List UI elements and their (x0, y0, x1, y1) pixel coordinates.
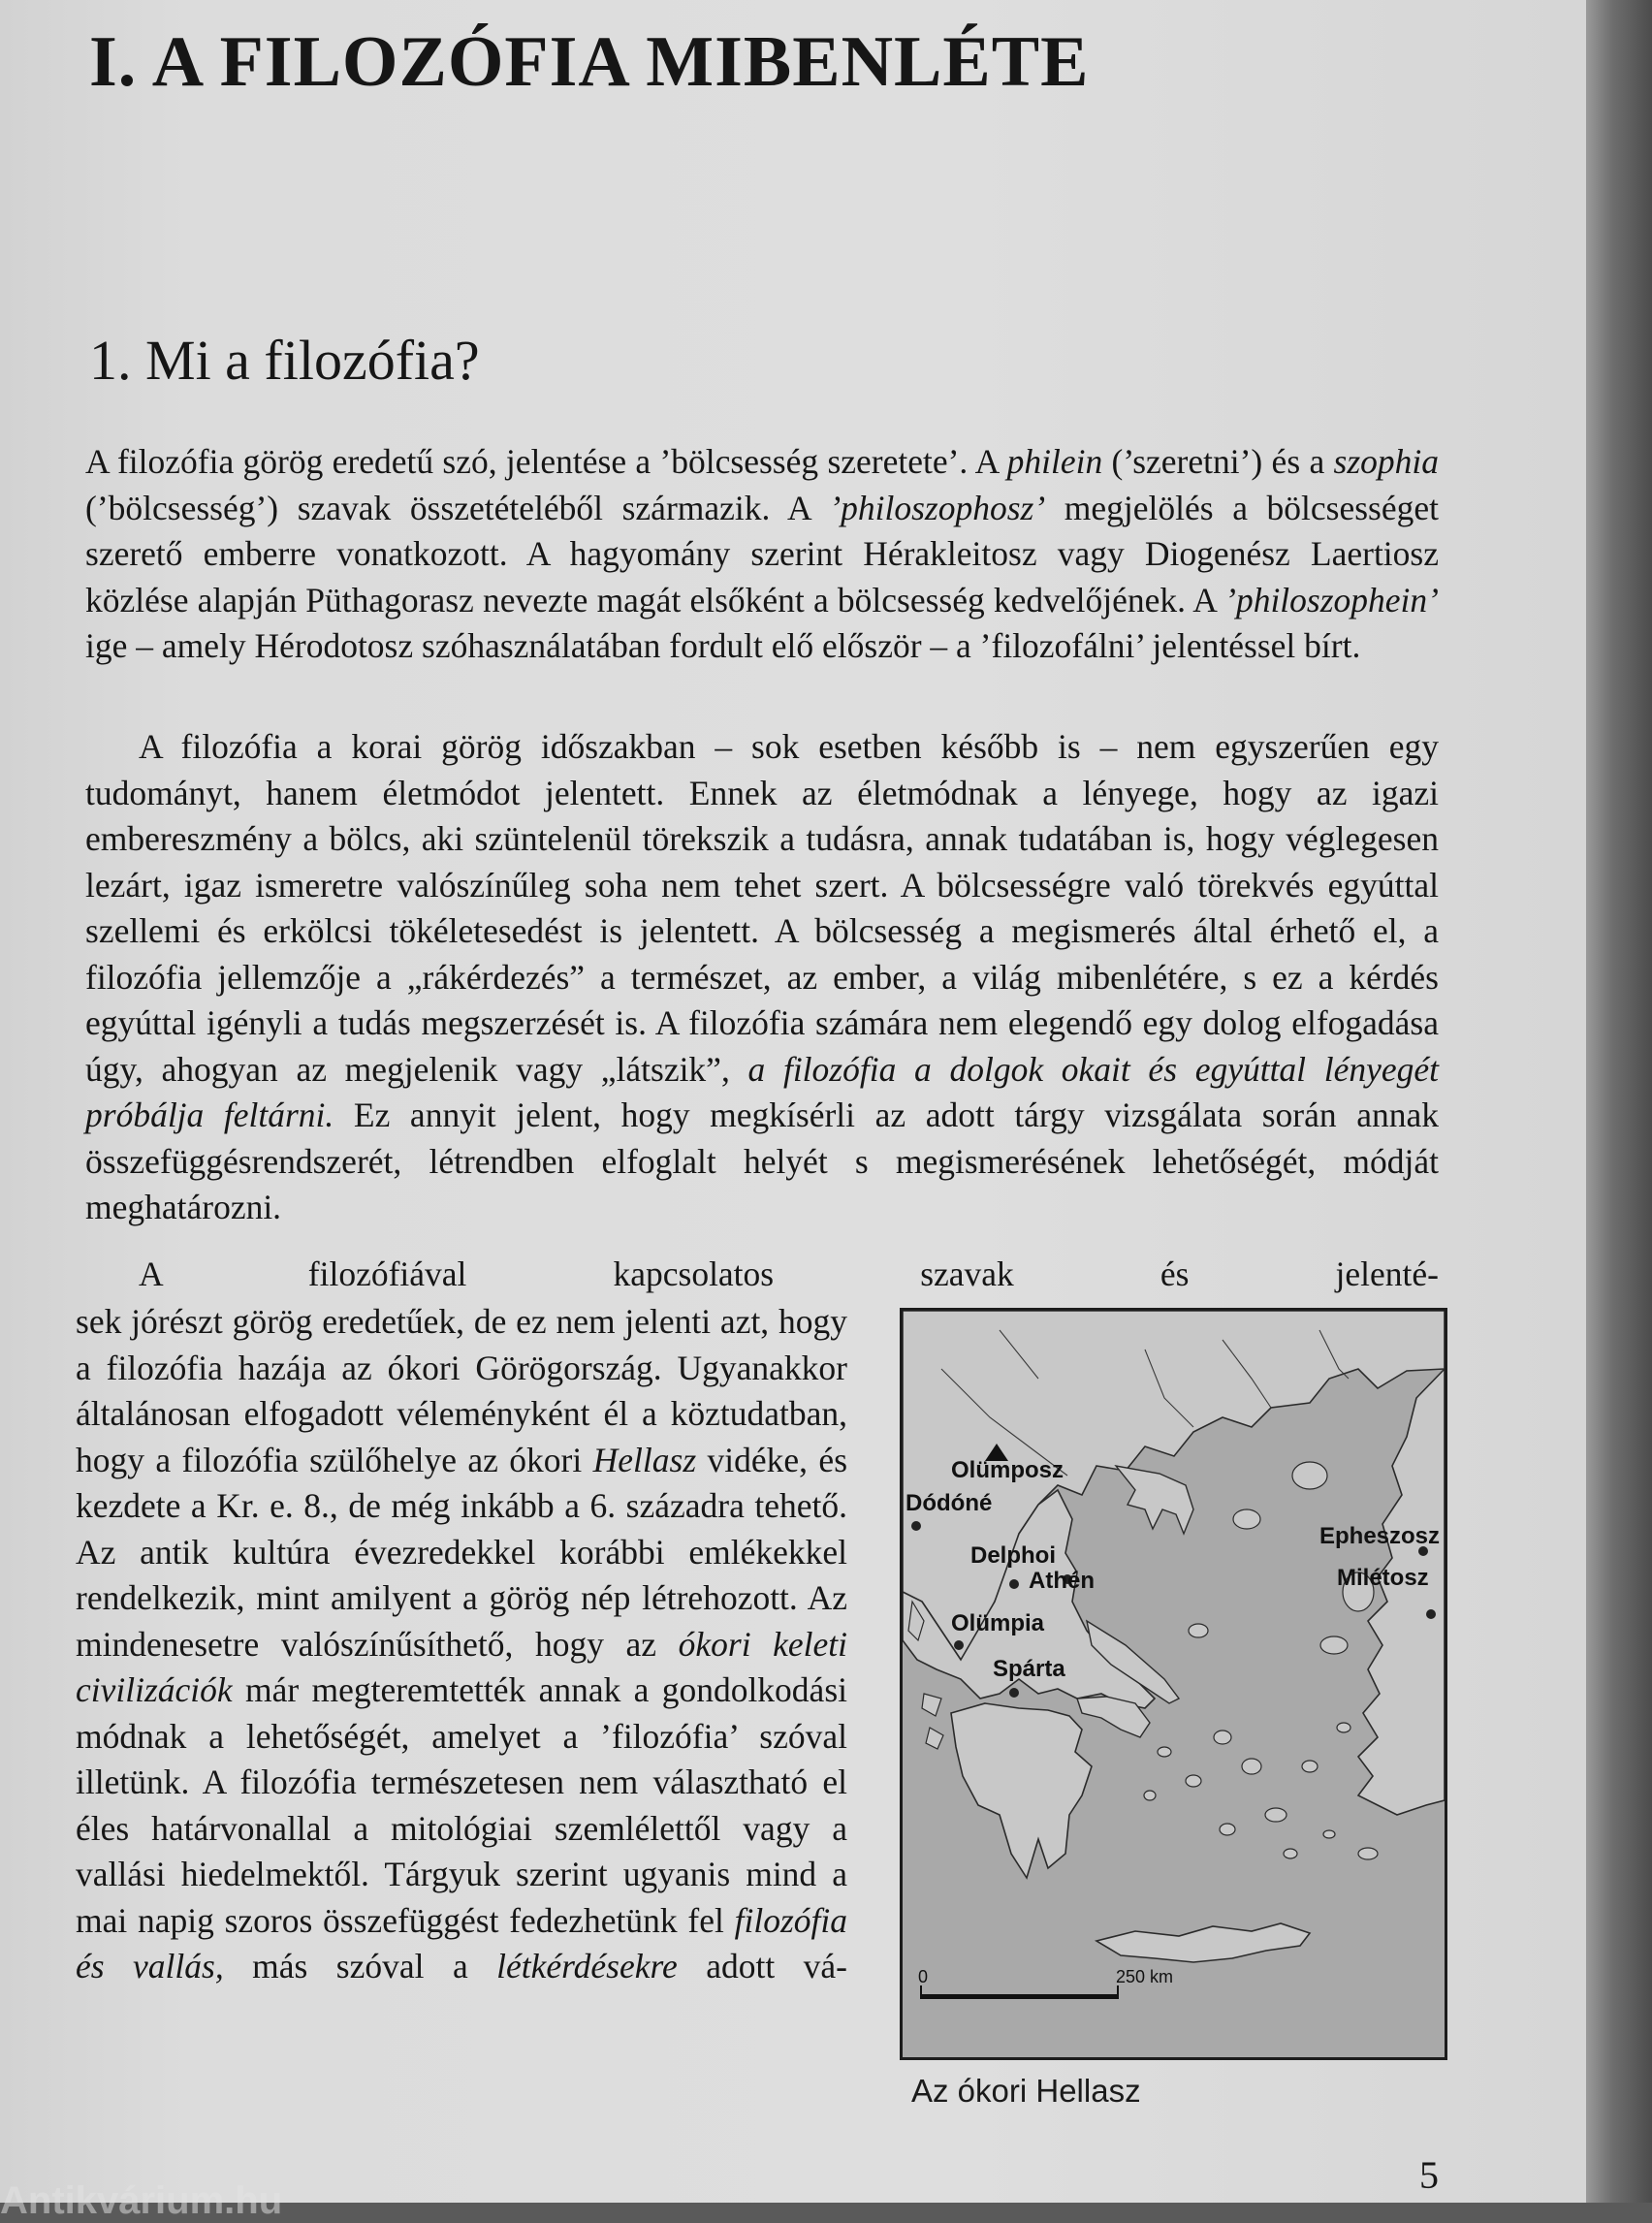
text-run: adott vá- (677, 1947, 847, 1985)
text-run: sek jórészt görög eredetűek, de ez nem jelenti azt, hogy a filozófia hazája az ókori Görögország. Ugyanakkor általánosan elfogadott véleményként él a köztudatban, hogy a filozófia szülőhelye az ókori (76, 1302, 847, 1479)
scale-bar-line (920, 1994, 1119, 1999)
paragraph-origin (76, 1299, 847, 1990)
term-hellasz: Hellasz (592, 1440, 697, 1479)
text-run: (’szeretni’) és a (1102, 442, 1334, 481)
map-figure (900, 1308, 1447, 2060)
text-run: vidéke, és kezdete a Kr. e. 8., de még inkább a 6. századra tehető. Az antik kultúra évezredekkel korábbi emlékekkel rendelkezik, mint amilyent a görög nép létrehozott. Az mindenesetre valószínűsíthető, hogy az (76, 1440, 848, 1664)
term-philosophy-religion: filozófia és vallás, (76, 1900, 847, 1985)
scale-end-label: 250 km (1116, 1967, 1174, 1986)
label-sparta: Spárta (993, 1656, 1065, 1682)
paragraph-etymology (85, 439, 1439, 670)
text-run: A filozófia görög eredetű szó, jelentése a ’bölcsesség szeretete’. A (85, 442, 1007, 481)
label-dodone: Dódóné (905, 1490, 993, 1516)
term-philoszophosz: ’philoszophosz’ (829, 488, 1046, 527)
label-olumpia: Olümpia (951, 1610, 1045, 1636)
map-caption: Az ókori Hellasz (911, 2073, 1141, 2109)
text-run: megjelölés a bölcsességet szerető emberre vonatkozott. A hagyomány szerint Hérakleitosz vagy Diogenész Laertiosz közlése alapján Püthagorasz nevezte magát elsőként a bölcsesség kedvelőjének. A (85, 488, 1439, 619)
paragraph-origin-first-line: A filozófiával kapcsolatos szavak és jelenté- (139, 1254, 1439, 1293)
term-existential-questions: létkérdésekre (496, 1947, 678, 1985)
map-ancient-greece (903, 1311, 1445, 2057)
chapter-title: I. A FILOZÓFIA MIBENLÉTE (89, 22, 1090, 102)
text-run: A filozófia a korai görög időszakban – sok esetben később is – nem egyszerűen egy tudományt, hanem életmódot jelentett. Ennek az életmódnak a lényege, hogy az igazi embereszmény a bölcs, aki szüntelenül törekszik a tudásra, annak tudatában is, hogy véglegesen lezárt, igaz ismeretre valószínűleg soha nem tehet szert. A bölcsességre való törekvés egyúttal szellemi és erkölcsi tökéletesedést is jelentett. A bölcsesség a megismerés által érhető el, a filozófia jellemzője a „rákérdezés” a természet, az ember, a világ mibenlétére, s ez a kérdés egyúttal igényli a tudás megszerzését is. A filozófia számára nem elegendő egy dolog elfogadása úgy, ahogyan az megjelenik vagy „látszik”, (85, 727, 1439, 1089)
scale-bar-tick (1117, 1985, 1119, 1999)
text-run: más szóval a (223, 1947, 497, 1985)
section-title: 1. Mi a filozófia? (89, 329, 480, 392)
term-philein: philein (1006, 442, 1103, 481)
label-epheszosz: Epheszosz (1319, 1523, 1441, 1549)
term-philoszophein: ’philoszophein’ (1224, 580, 1439, 619)
text-run: (’bölcsesség’) szavak összetételéből származik. A (85, 488, 830, 527)
term-eastern-civilizations: ókori keleti civilizációk (76, 1624, 848, 1709)
label-athen: Athén (1029, 1568, 1095, 1594)
scale-start-label: 0 (918, 1967, 929, 1986)
emphasis-causes: a filozófia a dolgok okait és egyúttal lényegét próbálja feltárni. (85, 1049, 1439, 1134)
page-edge-shadow (1586, 0, 1652, 2203)
watermark: Antikvárium.hu (0, 2179, 283, 2222)
text-run: ige – amely Hérodotosz szóhasználatában fordult elő először – a ’filozofálni’ jelentéssel bírt. (85, 626, 1361, 665)
text-run: Ez annyit jelent, hogy megkísérli az adott tárgy vizsgálata során annak összefüggésrendszerét, létrendben elfoglalt helyét s megismerésének lehetőségét, módját meghatározni. (85, 1096, 1439, 1226)
paragraph-way-of-life (85, 724, 1439, 1231)
label-delphoi: Delphoi (970, 1542, 1056, 1569)
label-olumposz: Olümposz (951, 1457, 1064, 1483)
text-run: már megteremtették annak a gondolkodási módnak a lehetőségét, amelyet a ’filozófia’ szóval illetünk. A filozófia természetesen nem választható el éles határvonallal a mitológiai szemlélettől vagy a vallási hiedelmektől. Tárgyuk szerint ugyanis mind a mai napig szoros összefüggést fedezhetünk fel (76, 1670, 847, 1940)
term-szophia: szophia (1333, 442, 1440, 481)
scale-bar-tick (920, 1985, 922, 1999)
page-number: 5 (1419, 2153, 1439, 2197)
label-miletosz: Milétosz (1337, 1565, 1429, 1591)
